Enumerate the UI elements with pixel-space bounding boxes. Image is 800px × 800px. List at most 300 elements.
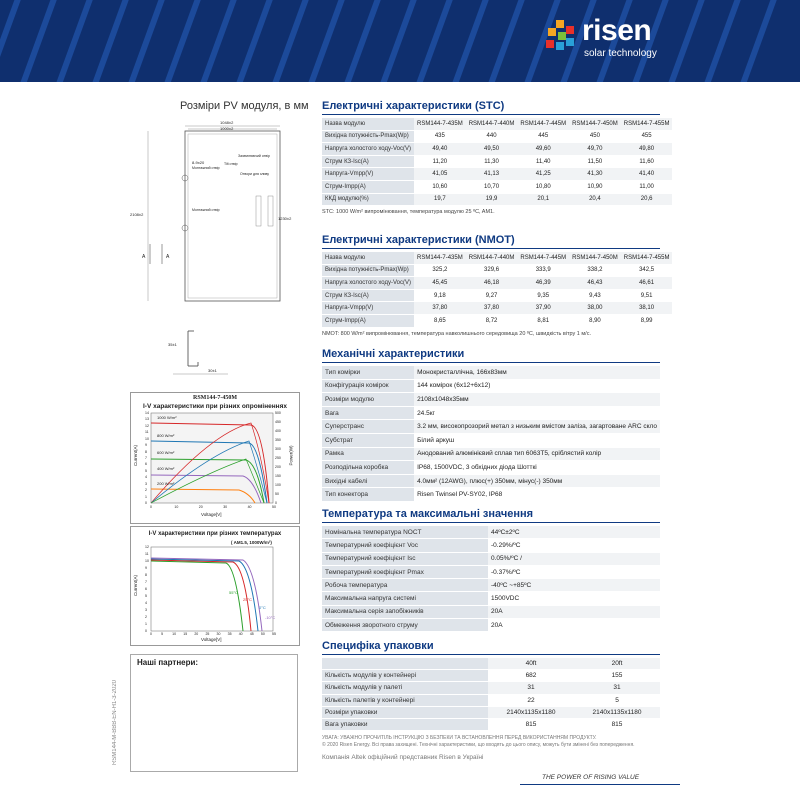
row-label: Вихідні кабелі	[322, 474, 414, 488]
row-value: 815	[574, 718, 660, 730]
module-dimension-drawing	[128, 116, 300, 386]
banner-stripe	[16, 0, 63, 82]
stc-title: Електричні характеристики (STC)	[322, 100, 660, 115]
table-row	[322, 302, 672, 315]
tick-label: 450	[275, 420, 281, 424]
irr-label-400: 400 W/m²	[157, 466, 175, 471]
importer-note: Компанія Altek офіційний представник Risen в Україні	[322, 754, 484, 761]
row-value: 8,65	[414, 314, 466, 327]
tick-label: 400	[275, 429, 281, 433]
dim-mount-hole-label-2: Монтажний отвір	[192, 208, 220, 212]
tick-label: 11	[145, 552, 149, 556]
partners-label: Наші партнери:	[137, 658, 199, 667]
row-value: 325,2	[414, 264, 466, 277]
row-value: -0.29%/ºC	[488, 539, 660, 552]
banner-stripe	[304, 0, 351, 82]
tick-label: 13	[145, 417, 149, 422]
tick-label: 3	[145, 481, 147, 486]
tick-label: 30	[216, 632, 221, 636]
row-value: 46,61	[621, 277, 673, 290]
row-value: 455	[621, 130, 673, 143]
row-value: 11,20	[414, 155, 466, 168]
table-row	[322, 592, 660, 605]
table-row	[322, 277, 672, 290]
tick-label: 2	[145, 488, 147, 493]
row-value: 8,81	[517, 314, 569, 327]
dim-section-a-left: A	[142, 254, 146, 260]
row-label: Вихідна потужність-Pmax(Wp)	[322, 264, 414, 277]
table-row	[322, 579, 660, 592]
row-value: RSM144-7-445M	[517, 118, 569, 130]
row-value: 11,40	[517, 155, 569, 168]
table-row	[322, 180, 672, 193]
table-row	[322, 718, 660, 730]
tick-label: 20	[194, 632, 199, 636]
table-row	[322, 420, 660, 434]
row-value: 11,30	[466, 155, 518, 168]
table-row	[322, 461, 660, 475]
row-value: 8,99	[621, 314, 673, 327]
iv-irr-ylabel: Current(A)	[133, 444, 139, 467]
row-value: 2140x1135x1180	[488, 706, 574, 718]
table-row	[322, 619, 660, 632]
footnote	[322, 735, 682, 749]
stc-note: STC: 1000 W/m² випромінювання, температура модулю 25 ºC, AM1.	[322, 209, 495, 216]
iv-temp-ylabel: Current(A)	[133, 574, 139, 597]
irr-label-200: 200 W/m²	[157, 481, 175, 486]
row-label: Робоча температура	[322, 579, 488, 592]
tick-label: 9	[145, 566, 147, 570]
tick-label: 10	[172, 632, 177, 636]
row-label: Вага	[322, 406, 414, 420]
row-label: Струм-Impp(A)	[322, 180, 414, 193]
row-label: Температурний коефіцієнт Pmax	[322, 565, 488, 578]
nmot-note: NMOT: 800 W/m² випромінювання, температура навколишнього середовища 20 ºC, швидкість вітру 1 м/с.	[322, 330, 591, 337]
banner-stripe	[340, 0, 387, 82]
row-value: -40ºC ~+85ºC	[488, 579, 660, 592]
tick-label: 10	[145, 559, 149, 563]
banner-stripe	[232, 0, 279, 82]
tick-label: 6	[145, 587, 147, 591]
row-value: 41,25	[517, 168, 569, 181]
row-value: 49,70	[569, 143, 621, 156]
row-label: Напруга холостого ходу-Voc(V)	[322, 143, 414, 156]
footnote-warning: УВАГА: УВАЖНО ПРОЧИТІЛЬ ІНСТРУКЦІЮ З БЕЗПЕКИ ТА ВСТАНОВЛЕННЯ ПЕРЕД ВИКОРИСТАННЯМ ПРОДУКТУ.	[322, 735, 597, 741]
row-value: 144 комірок (6x12+6x12)	[414, 379, 660, 393]
tick-label: 6	[145, 462, 147, 467]
row-value: 49,40	[414, 143, 466, 156]
row-label: Рамка	[322, 447, 414, 461]
table-row	[322, 488, 660, 502]
row-label: Температурний коефіцієнт Voc	[322, 539, 488, 552]
tick-label: 25	[205, 632, 210, 636]
row-value: 20ft	[574, 658, 660, 670]
iv-irr-xlabel: Voltage[V]	[201, 512, 222, 517]
row-value: 450	[569, 130, 621, 143]
row-value: 9,43	[569, 289, 621, 302]
banner-stripe	[448, 0, 495, 82]
tick-label: 1	[145, 494, 147, 499]
row-label: Напруга-Vmpp(V)	[322, 302, 414, 315]
row-value: Анодований алюмінієвий сплав тип 6063T5, сріблястий колір	[414, 447, 660, 461]
irr-label-600: 600 W/m²	[157, 450, 175, 455]
banner-stripe	[124, 0, 171, 82]
row-label: Розміри модулю	[322, 393, 414, 407]
row-value: 10,60	[414, 180, 466, 193]
row-label: Обмеження зворотного струму	[322, 619, 488, 632]
pack-section	[322, 640, 660, 731]
row-value: 20A	[488, 619, 660, 632]
banner-stripe	[0, 0, 26, 82]
row-value: 8,90	[569, 314, 621, 327]
row-value: 45,45	[414, 277, 466, 290]
tick-label: 1	[145, 622, 147, 626]
document-code: RSM144-M-BBB-EN-H1-3-2020	[112, 680, 118, 766]
row-label: Температурний коефіцієнт Isc	[322, 552, 488, 565]
tick-label: 40	[247, 505, 252, 509]
row-value: 19,9	[466, 193, 518, 206]
table-row	[322, 143, 672, 156]
tick-label: 0	[150, 632, 152, 636]
tick-label: 0	[275, 501, 277, 505]
row-value: 2108x1048x35мм	[414, 393, 660, 407]
table-row	[322, 264, 672, 277]
row-value: 41,13	[466, 168, 518, 181]
iv-irr-y2label: Power(W)	[288, 445, 294, 466]
row-value: 9,18	[414, 289, 466, 302]
tick-label: 3	[145, 608, 147, 612]
table-row	[322, 474, 660, 488]
tick-label: 50	[260, 632, 265, 636]
tick-label: 0	[145, 501, 147, 505]
row-value: 44ºC±2ºC	[488, 526, 660, 539]
row-value: 41,05	[414, 168, 466, 181]
row-value: RSM144-7-445M	[517, 252, 569, 264]
row-label: Суперстранс	[322, 420, 414, 434]
row-label: Кількість модулів у контейнері	[322, 670, 488, 682]
table-row	[322, 552, 660, 565]
row-label: ККД модулю(%)	[322, 193, 414, 206]
row-value: 8,72	[466, 314, 518, 327]
row-label: Назва модулю	[322, 118, 414, 130]
row-value: 440	[466, 130, 518, 143]
iv-irr-model: RSM144-7-450M	[193, 395, 237, 401]
tick-label: 0	[145, 629, 147, 633]
row-value: 9,27	[466, 289, 518, 302]
table-row	[322, 433, 660, 447]
tick-label: 5	[145, 594, 147, 598]
banner-stripe	[160, 0, 207, 82]
row-value: 20A	[488, 605, 660, 618]
row-value: 445	[517, 130, 569, 143]
row-value: RSM144-7-450M	[569, 252, 621, 264]
row-value: RSM144-7-455M	[621, 118, 673, 130]
row-label: Напруга холостого ходу-Voc(V)	[322, 277, 414, 290]
banner-stripe	[700, 0, 747, 82]
mech-title: Механічні характеристики	[322, 348, 660, 363]
dim-frame-depth: 35±1	[168, 342, 177, 347]
nmot-table	[322, 252, 672, 328]
table-row	[322, 526, 660, 539]
row-value: 815	[488, 718, 574, 730]
row-label: Назва модулю	[322, 252, 414, 264]
table-row	[322, 682, 660, 694]
row-value: 342,5	[621, 264, 673, 277]
row-value: 37,80	[414, 302, 466, 315]
row-value: 333,9	[517, 264, 569, 277]
row-value: 10,90	[569, 180, 621, 193]
row-value: 41,40	[621, 168, 673, 181]
pack-table	[322, 658, 660, 731]
row-value: RSM144-7-440M	[466, 252, 518, 264]
tick-label: 11	[145, 430, 149, 435]
row-value: 20,1	[517, 193, 569, 206]
dim-frame-width: 30±1	[208, 368, 217, 373]
brand-slogan: THE POWER OF RISING VALUE	[542, 774, 640, 781]
dim-height-inner: 1230±2	[278, 216, 292, 221]
dim-width-inner: 1000±2	[220, 126, 234, 131]
table-row	[322, 670, 660, 682]
dim-mount-hole-label: Монтажний отвір	[192, 166, 220, 170]
dim-height-outer: 2108±2	[130, 212, 144, 217]
tick-label: 14	[145, 411, 149, 415]
row-value: 1500VDC	[488, 592, 660, 605]
row-value: 20,4	[569, 193, 621, 206]
row-value: Risen Twinsel PV-SY02, IP68	[414, 488, 660, 502]
row-value: 11,00	[621, 180, 673, 193]
row-value: 20,6	[621, 193, 673, 206]
nmot-title: Електричні характеристики (NMOT)	[322, 234, 660, 249]
row-value: Білий аркуш	[414, 433, 660, 447]
tick-label: 300	[275, 447, 281, 451]
temp-title: Температура та максимальні значення	[322, 508, 660, 523]
tick-label: 350	[275, 438, 281, 442]
row-label: Струм КЗ-Isc(A)	[322, 289, 414, 302]
table-row	[322, 289, 672, 302]
mech-table	[322, 366, 660, 502]
tick-label: 9	[145, 443, 147, 448]
row-label: Струм КЗ-Isc(A)	[322, 155, 414, 168]
brand-tagline: solar technology	[584, 48, 657, 59]
dim-hole-size: 8-9x20	[192, 160, 205, 165]
row-value: 41,30	[569, 168, 621, 181]
tick-label: 35	[227, 632, 232, 636]
row-value: 2140x1135x1180	[574, 706, 660, 718]
tick-label: 50	[272, 505, 276, 509]
mech-section	[322, 348, 660, 502]
tick-label: 200	[275, 465, 281, 469]
row-value: 31	[574, 682, 660, 694]
tick-label: 15	[183, 632, 188, 636]
row-value: RSM144-7-440M	[466, 118, 518, 130]
row-value: 38,00	[569, 302, 621, 315]
irr-label-1000: 1000 W/m²	[157, 415, 177, 420]
row-label: Напруга-Vmpp(V)	[322, 168, 414, 181]
row-value: RSM144-7-450M	[569, 118, 621, 130]
table-row	[322, 694, 660, 706]
row-value: Монокристаллічна, 166x83мм	[414, 366, 660, 379]
row-label	[322, 658, 488, 670]
table-row	[322, 406, 660, 420]
banner-stripe	[736, 0, 783, 82]
row-label: Кількість модулів у палеті	[322, 682, 488, 694]
tick-label: 7	[145, 580, 147, 584]
row-label: Струм-Impp(A)	[322, 314, 414, 327]
brand-name: risen	[582, 14, 652, 47]
partners-box	[130, 654, 298, 772]
row-value: IP68, 1500VDC, 3 обхідних діода Шотткі	[414, 461, 660, 475]
row-value: RSM144-7-455M	[621, 252, 673, 264]
row-label: Максимальна серія запобіжників	[322, 605, 488, 618]
tick-label: 30	[223, 505, 228, 509]
row-label: Вихідна потужність-Pmax(Wp)	[322, 130, 414, 143]
tick-label: 7	[145, 456, 147, 460]
row-value: 49,50	[466, 143, 518, 156]
nmot-section	[322, 234, 670, 337]
banner-stripe	[484, 0, 531, 82]
tick-label: 500	[275, 411, 281, 415]
tick-label: 10	[145, 436, 149, 441]
tick-label: 250	[275, 456, 281, 460]
dimensions-title: Розміри PV модуля, в мм	[180, 100, 309, 112]
row-value: RSM144-7-435M	[414, 252, 466, 264]
table-row	[322, 168, 672, 181]
temp-label-55: 55°C	[229, 590, 238, 595]
dim-ground-hole-label: Заземлюючий отвір	[238, 154, 270, 158]
tick-label: 50	[275, 492, 279, 496]
row-value: 338,2	[569, 264, 621, 277]
temp-label-0: 0°C	[259, 605, 266, 610]
row-label: Конфігурація комірок	[322, 379, 414, 393]
tick-label: 55	[272, 632, 276, 636]
row-value: 10,80	[517, 180, 569, 193]
banner-stripe	[268, 0, 315, 82]
banner-stripe	[88, 0, 135, 82]
iv-irradiance-chart	[130, 392, 300, 524]
row-value: 40ft	[488, 658, 574, 670]
dim-section-a-right: A	[166, 254, 170, 260]
tick-label: 8	[145, 573, 147, 577]
row-label: Номінальна температура NOCT	[322, 526, 488, 539]
table-row	[322, 155, 672, 168]
tick-label: 40	[238, 632, 243, 636]
banner-stripe	[412, 0, 459, 82]
table-row	[322, 565, 660, 578]
temp-label-25: 25°C	[243, 597, 252, 602]
dim-tilt-hole-label: Tilt отвір	[224, 162, 238, 166]
tick-label: 4	[145, 475, 147, 480]
row-value: 0.05%/ºC /	[488, 552, 660, 565]
pack-title: Специфіка упаковки	[322, 640, 660, 655]
row-value: 9,51	[621, 289, 673, 302]
row-value: 37,80	[466, 302, 518, 315]
row-value: 10,70	[466, 180, 518, 193]
row-value: 435	[414, 130, 466, 143]
row-value: 11,60	[621, 155, 673, 168]
risen-logo	[540, 14, 670, 62]
temp-section	[322, 508, 660, 632]
stc-section	[322, 100, 670, 216]
row-value: 24.5кг	[414, 406, 660, 420]
table-row	[322, 366, 660, 379]
row-value: 46,18	[466, 277, 518, 290]
row-value: 37,90	[517, 302, 569, 315]
tick-label: 20	[198, 505, 203, 509]
tick-label: 0	[150, 505, 152, 509]
table-row	[322, 658, 660, 670]
banner-stripe	[376, 0, 423, 82]
slogan-divider	[520, 784, 680, 785]
tick-label: 150	[275, 474, 281, 478]
row-value: 31	[488, 682, 574, 694]
tick-label: 12	[145, 545, 149, 549]
row-label: Максимальна напруга системі	[322, 592, 488, 605]
temp-label-minus10: -10°C	[265, 615, 276, 620]
tick-label: 45	[249, 632, 254, 636]
row-value: 9,35	[517, 289, 569, 302]
table-row	[322, 539, 660, 552]
table-row	[322, 118, 672, 130]
row-label: Тип конектора	[322, 488, 414, 502]
stc-table	[322, 118, 672, 206]
banner-stripe	[196, 0, 243, 82]
table-row	[322, 252, 672, 264]
row-value: RSM144-7-435M	[414, 118, 466, 130]
table-row	[322, 314, 672, 327]
row-value: 49,60	[517, 143, 569, 156]
table-row	[322, 393, 660, 407]
dim-width-outer: 1048±2	[220, 120, 234, 125]
tick-label: 5	[145, 468, 147, 473]
table-row	[322, 379, 660, 393]
row-value: 329,6	[466, 264, 518, 277]
row-value: 46,39	[517, 277, 569, 290]
row-label: Тип комірки	[322, 366, 414, 379]
table-row	[322, 706, 660, 718]
row-value: 11,50	[569, 155, 621, 168]
row-label: Розміри упаковки	[322, 706, 488, 718]
row-value: 3.2 мм, високопрозорий метал з низьким вмістом заліза, загартоване ARC скло	[414, 420, 660, 434]
temp-table	[322, 526, 660, 632]
row-value: 155	[574, 670, 660, 682]
footnote-copyright: © 2020 Risen Energy. Всі права захищені. Технічні характеристики, що входять до цього опису, можуть бути змінені без попередження.	[322, 742, 635, 748]
table-row	[322, 193, 672, 206]
table-row	[322, 130, 672, 143]
iv-temp-xlabel: Voltage[V]	[201, 637, 222, 642]
row-value: 49,80	[621, 143, 673, 156]
iv-temp-subtitle: ( AM1.5, 1000W/m²)	[231, 540, 272, 545]
tick-label: 8	[145, 449, 147, 454]
iv-temperature-chart	[130, 526, 300, 646]
irr-label-800: 800 W/m²	[157, 433, 175, 438]
tick-label: 12	[145, 423, 149, 428]
row-value: 46,43	[569, 277, 621, 290]
row-value: 38,10	[621, 302, 673, 315]
row-value: 5	[574, 694, 660, 706]
iv-temp-title: I-V характеристики при різних температурах	[148, 531, 282, 537]
row-value: 19,7	[414, 193, 466, 206]
header-banner	[0, 0, 800, 82]
tick-label: 4	[145, 601, 147, 605]
banner-stripe	[664, 0, 711, 82]
dim-drain-hole-label: Отвори для зливу	[240, 172, 270, 176]
row-value: 682	[488, 670, 574, 682]
row-value: -0.37%/ºC	[488, 565, 660, 578]
row-label: Вага упаковки	[322, 718, 488, 730]
row-label: Розподільна коробка	[322, 461, 414, 475]
row-label: Субстрат	[322, 433, 414, 447]
table-row	[322, 447, 660, 461]
